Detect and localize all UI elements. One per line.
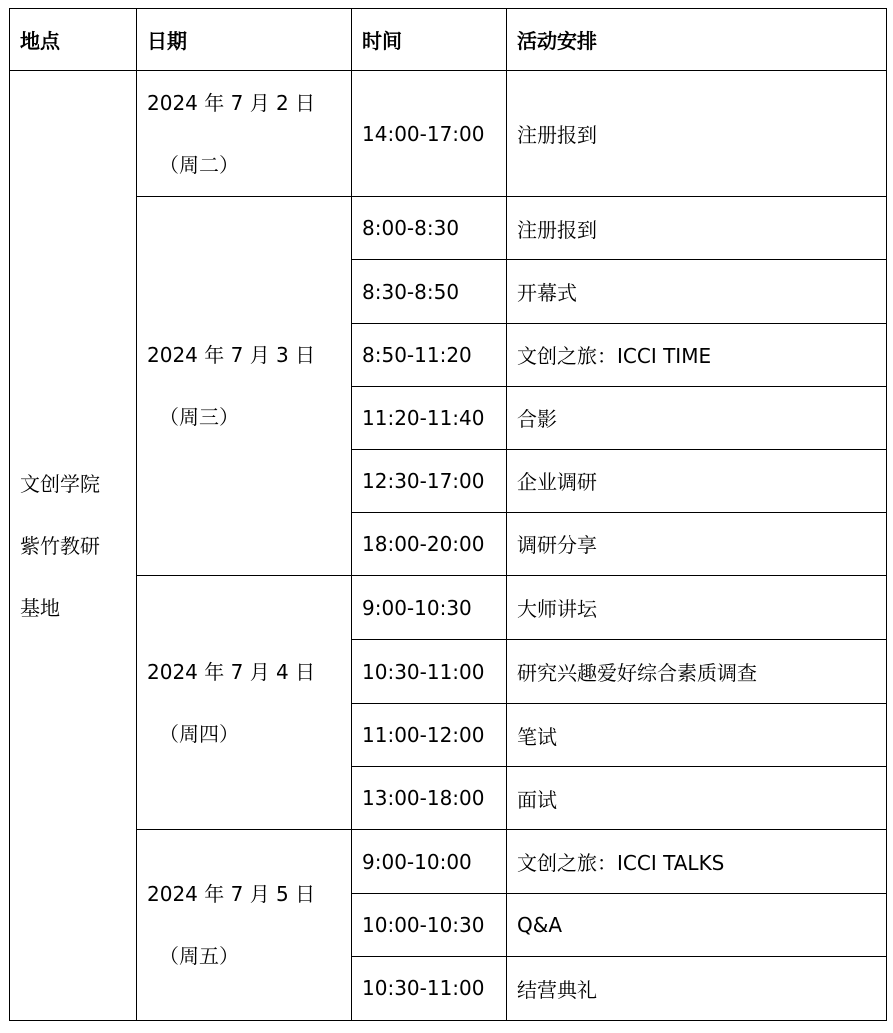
activity-cell: 研究兴趣爱好综合素质调查 [507,640,887,704]
header-time: 时间 [352,9,507,71]
time-cell: 18:00-20:00 [352,512,507,575]
weekday-text: （周二） [159,152,239,177]
time-cell: 13:00-18:00 [352,767,507,830]
location-cell [10,71,137,1021]
location-line: 文创学院 [20,471,100,496]
activity-cell: 注册报到 [507,197,887,260]
activity-cell: Q&A [507,893,887,956]
date-text: 2024 年 7 月 3 日 [147,343,316,368]
time-cell: 9:00-10:30 [352,576,507,640]
date-cell [137,197,352,576]
date-cell [137,71,352,197]
date-cell [137,576,352,830]
date-text: 2024 年 7 月 2 日 [147,90,316,115]
time-cell: 8:50-11:20 [352,323,507,386]
table-row [10,197,887,260]
table-row [10,71,887,197]
table-row [10,576,887,640]
date-cell [137,830,352,1021]
header-date: 日期 [137,9,352,71]
activity-cell: 面试 [507,767,887,830]
time-cell: 12:30-17:00 [352,449,507,512]
activity-cell: 文创之旅：ICCI TIME [507,323,887,386]
time-cell: 8:30-8:50 [352,260,507,323]
location-line: 基地 [20,595,60,620]
table-row [10,830,887,893]
time-cell: 10:30-11:00 [352,956,507,1020]
location-line: 紫竹教研 [20,533,100,558]
schedule-table [9,8,887,1021]
activity-cell: 企业调研 [507,449,887,512]
weekday-text: （周四） [159,721,239,746]
time-cell: 10:30-11:00 [352,640,507,704]
activity-cell: 合影 [507,386,887,449]
activity-cell: 调研分享 [507,512,887,575]
date-text: 2024 年 7 月 4 日 [147,659,316,684]
time-cell: 11:00-12:00 [352,704,507,767]
activity-cell: 文创之旅：ICCI TALKS [507,830,887,893]
activity-cell: 笔试 [507,704,887,767]
time-cell: 11:20-11:40 [352,386,507,449]
header-activity: 活动安排 [507,9,887,71]
time-cell: 14:00-17:00 [352,71,507,197]
date-text: 2024 年 7 月 5 日 [147,882,316,907]
time-cell: 8:00-8:30 [352,197,507,260]
time-cell: 9:00-10:00 [352,830,507,893]
activity-cell: 注册报到 [507,71,887,197]
weekday-text: （周三） [159,405,239,430]
activity-cell: 结营典礼 [507,956,887,1020]
header-location: 地点 [10,9,137,71]
header-row [10,9,887,71]
weekday-text: （周五） [159,944,239,969]
activity-cell: 大师讲坛 [507,576,887,640]
time-cell: 10:00-10:30 [352,893,507,956]
activity-cell: 开幕式 [507,260,887,323]
